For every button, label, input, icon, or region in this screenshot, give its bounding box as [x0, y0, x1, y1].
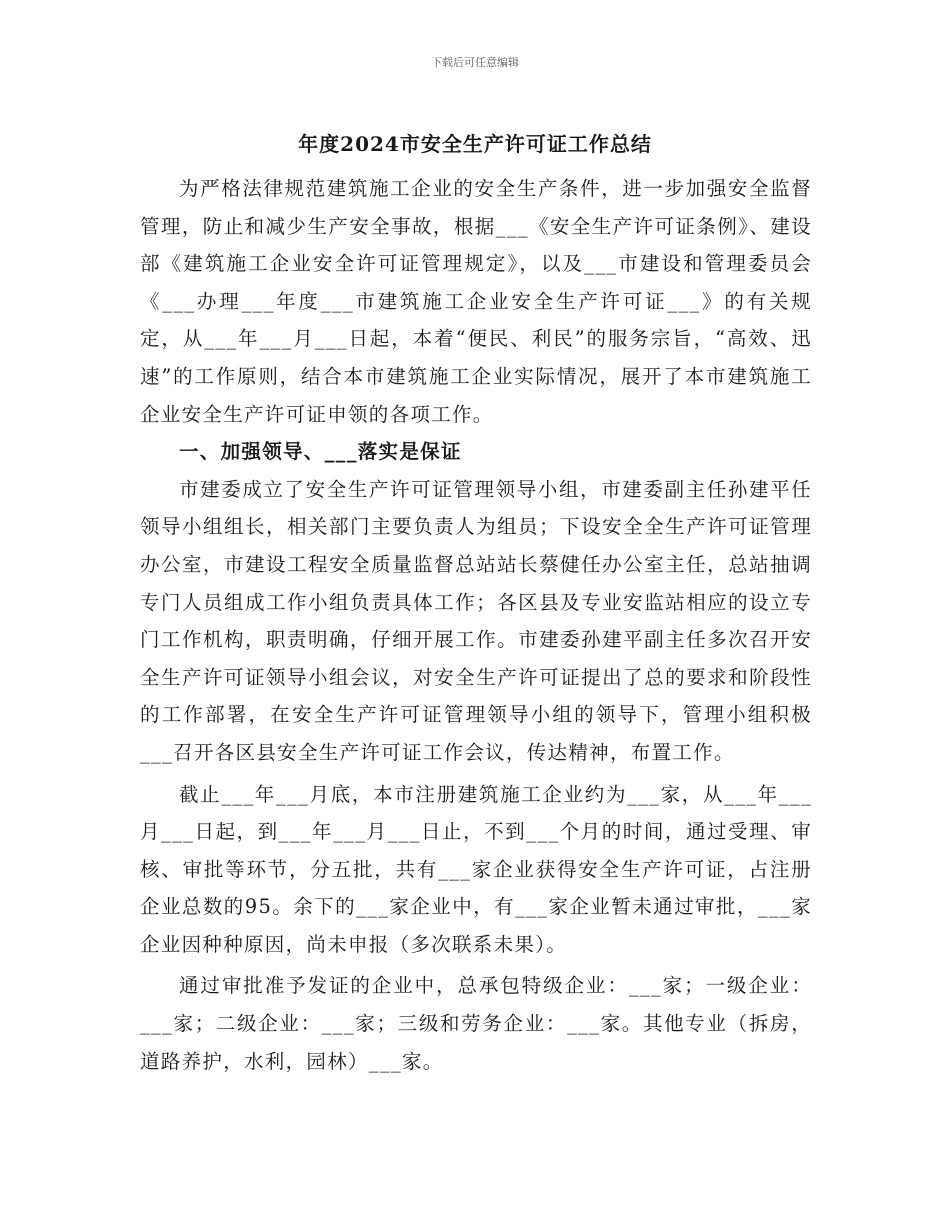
header-note: 下载后可任意编辑 [431, 56, 519, 69]
intro-paragraph: 为严格法律规范建筑施工企业的安全生产条件，进一步加强安全监督管理，防止和减少生产安全事故，根据___《安全生产许可证条例》、建设部《建筑施工企业安全许可证管理规定》，以及___市建设和管理委员会《___办理___年度___市建筑施工企业安全生产许可证___》的有关规定，从___年___月___日起，本着“便民、利民”的服务宗旨，“高效、迅速”的工作原则，结合本市建筑施工企业实际情况，展开了本市建筑施工企业安全生产许可证申领的各项工作。 [140, 177, 812, 426]
document-body [140, 170, 812, 1080]
section-heading: 一、加强领导、___落实是保证 [179, 440, 462, 464]
document-title: 年度2024市安全生产许可证工作总结 [298, 132, 652, 156]
body-paragraph: 截止___年___月底，本市注册建筑施工企业约为___家，从___年___月___日起，到___年___月___日止，不到___个月的时间，通过受理、审核、审批等环节，分五批，共有___家企业获得安全生产许可证，占注册企业总数的95。余下的___家企业中，有___家企业暂未通过审批，___家企业因种种原因，尚未申报（多次联系未果）。 [140, 782, 812, 956]
body-paragraph: 通过审批准予发证的企业中，总承包特级企业：___家；一级企业：___家；二级企业：___家；三级和劳务企业：___家。其他专业（拆房，道路养护，水利，园林）___家。 [140, 974, 812, 1073]
body-paragraph: 市建委成立了安全生产许可证管理领导小组，市建委副主任孙建平任领导小组组长，相关部门主要负责人为组员；下设安全全生产许可证管理办公室，市建设工程安全质量监督总站站长蔡健任办公室主任，总站抽调专门人员组成工作小组负责具体工作；各区县及专业安监站相应的设立专门工作机构，职责明确，仔细开展工作。市建委孙建平副主任多次召开安全生产许可证领导小组会议，对安全生产许可证提出了总的要求和阶段性的工作部署，在安全生产许可证管理领导小组的领导下，管理小组积极___召开各区县安全生产许可证工作会议，传达精神，布置工作。 [140, 477, 812, 764]
